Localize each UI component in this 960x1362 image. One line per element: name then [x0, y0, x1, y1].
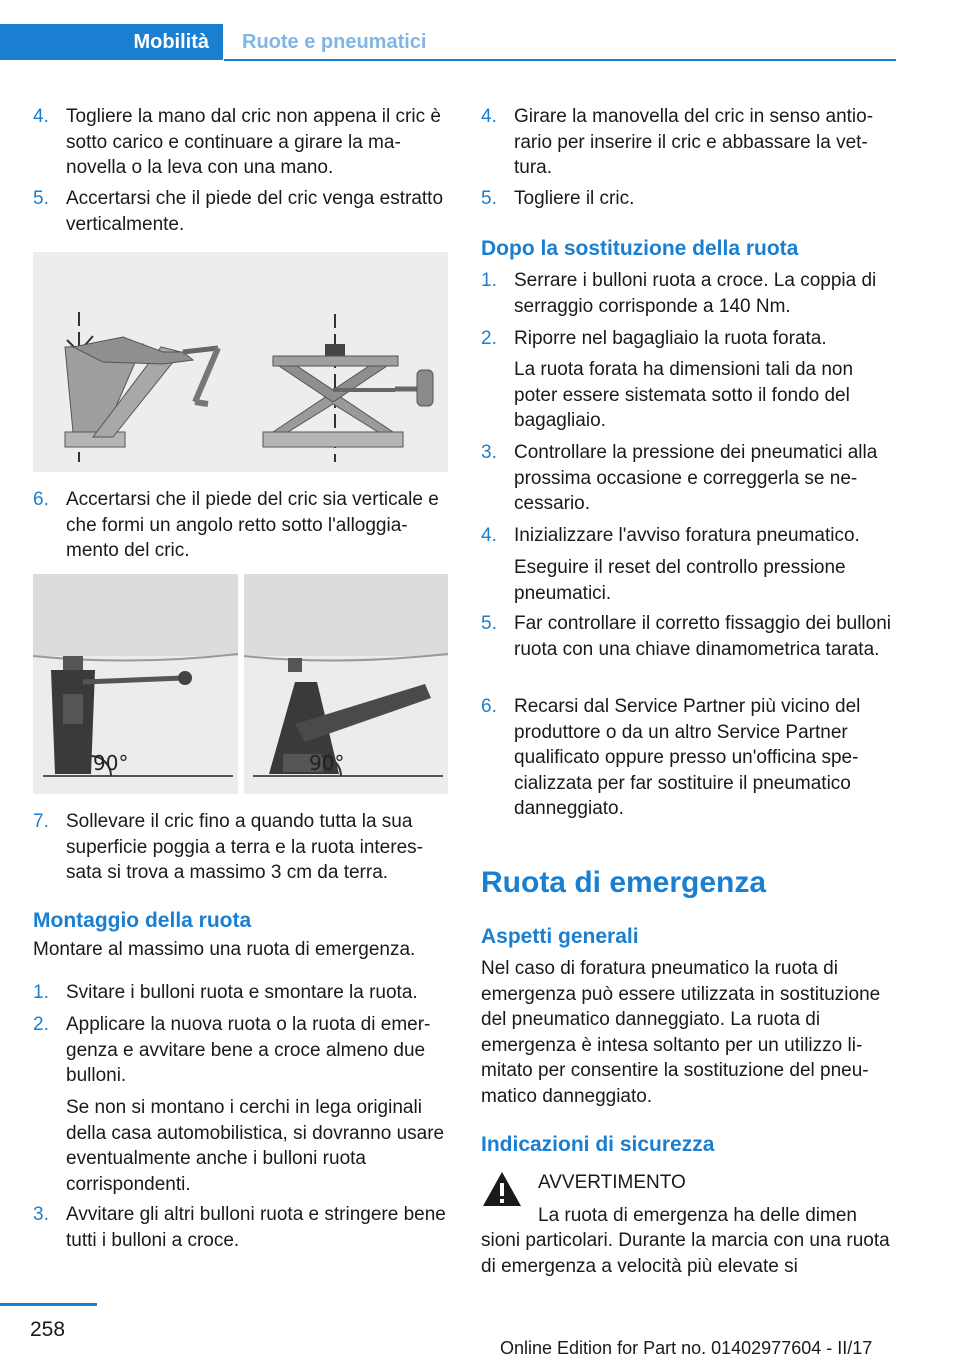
general-heading: Aspetti generali — [481, 925, 639, 948]
safety-heading: Indicazioni di sicurezza — [481, 1133, 715, 1156]
page-number: 258 — [30, 1318, 66, 1341]
angle-label-left: 90° — [93, 751, 129, 775]
list-item: 6. Accertarsi che il piede del cric sia verticale e che formi un angolo retto sotto l'alloggiamento del cric. — [33, 489, 439, 562]
list-item: 7. Sollevare il cric fino a quando tutta la sua superficie poggia a terra e la ruota interessata si trova a massimo 3 cm da terra. — [33, 811, 423, 884]
step-2-note: Se non si montano i cerchi in lega originali della casa automobilistica, si dovranno usare eventualmente anche i bulloni ruota corrispondenti. — [66, 1097, 445, 1195]
list-item: 1. Serrare i bulloni ruota a croce. La coppia di serraggio corrisponde a 140 Nm. — [481, 270, 877, 317]
list-item: 2. Riporre nel bagagliaio la ruota forata. — [481, 328, 827, 349]
jack-vertical-figure — [33, 252, 448, 472]
warning-text: La ruota di emergenza ha delle dimen — [538, 1205, 857, 1226]
emergency-wheel-heading: Ruota di emergenza — [481, 866, 767, 899]
list-item: 3. Controllare la pressione dei pneumatici alla prossima occasione e correggerla se necessario. — [481, 442, 878, 515]
warning-title: AVVERTIMENTO — [538, 1172, 686, 1193]
list-item: 1. Svitare i bulloni ruota e smontare la ruota. — [33, 982, 418, 1003]
list-item: 3. Avvitare gli altri bulloni ruota e stringere bene tutti i bulloni a croce. — [33, 1204, 446, 1251]
list-item: 4. Inizializzare l'avviso foratura pneumatico. — [481, 525, 860, 546]
mounting-heading: Montaggio della ruota — [33, 909, 252, 932]
list-item: 5. Far controllare il corretto fissaggio dei bulloni ruota con una chiave dinamometrica tarata. — [481, 613, 892, 660]
list-item: 4. Togliere la mano dal cric non appena il cric è sotto carico e continuare a girare la manovella o la leva con una mano. — [33, 106, 441, 179]
chapter-tab[interactable]: Mobilità — [0, 24, 223, 60]
header-rule — [224, 59, 896, 61]
step-4-note: Eseguire il reset del controllo pressione pneumatici. — [514, 557, 846, 604]
list-item: 5. Togliere il cric. — [481, 188, 635, 209]
step-2-note: La ruota forata ha dimensioni tali da non poter essere sistemata sotto il fondo del bagagliaio. — [514, 359, 854, 432]
general-text: Nel caso di foratura pneumatico la ruota di emergenza può essere utilizzata in sostituzione del pneumatico danneggiato. La ruota di emergenza è intesa soltanto per un utilizzo limitato per consentire la sostituzione del pneumatico danneggiato. — [481, 958, 881, 1107]
list-item: 6. Recarsi dal Service Partner più vicino del produttore o da un altro Service Partner qualificato oppure presso un'officina specializzata per far sostituire il pneumatico danneggiato. — [481, 696, 861, 820]
edition-info: Online Edition for Part no. 01402977604 - II/17 — [500, 1338, 873, 1358]
mounting-intro: Montare al massimo una ruota di emergenza. — [33, 939, 416, 960]
warning-icon — [481, 1170, 523, 1208]
list-item: 5. Accertarsi che il piede del cric venga estratto verticalmente. — [33, 188, 444, 235]
warning-text-continued: sioni particolari. Durante la marcia con una ruota di emergenza a velocità più elevate si — [481, 1230, 890, 1277]
list-item: 4. Girare la manovella del cric in senso antiorario per inserire il cric e abbassare la vettura. — [481, 106, 874, 179]
footer-rule — [0, 1303, 97, 1306]
jack-right-angle-figure — [33, 574, 448, 794]
after-replacement-heading: Dopo la sostituzione della ruota — [481, 237, 799, 260]
section-title: Ruote e pneumatici — [242, 31, 427, 53]
angle-label-right: 90° — [309, 751, 345, 775]
list-item: 2. Applicare la nuova ruota o la ruota di emergenza e avvitare bene a croce almeno due bulloni. — [33, 1014, 431, 1087]
